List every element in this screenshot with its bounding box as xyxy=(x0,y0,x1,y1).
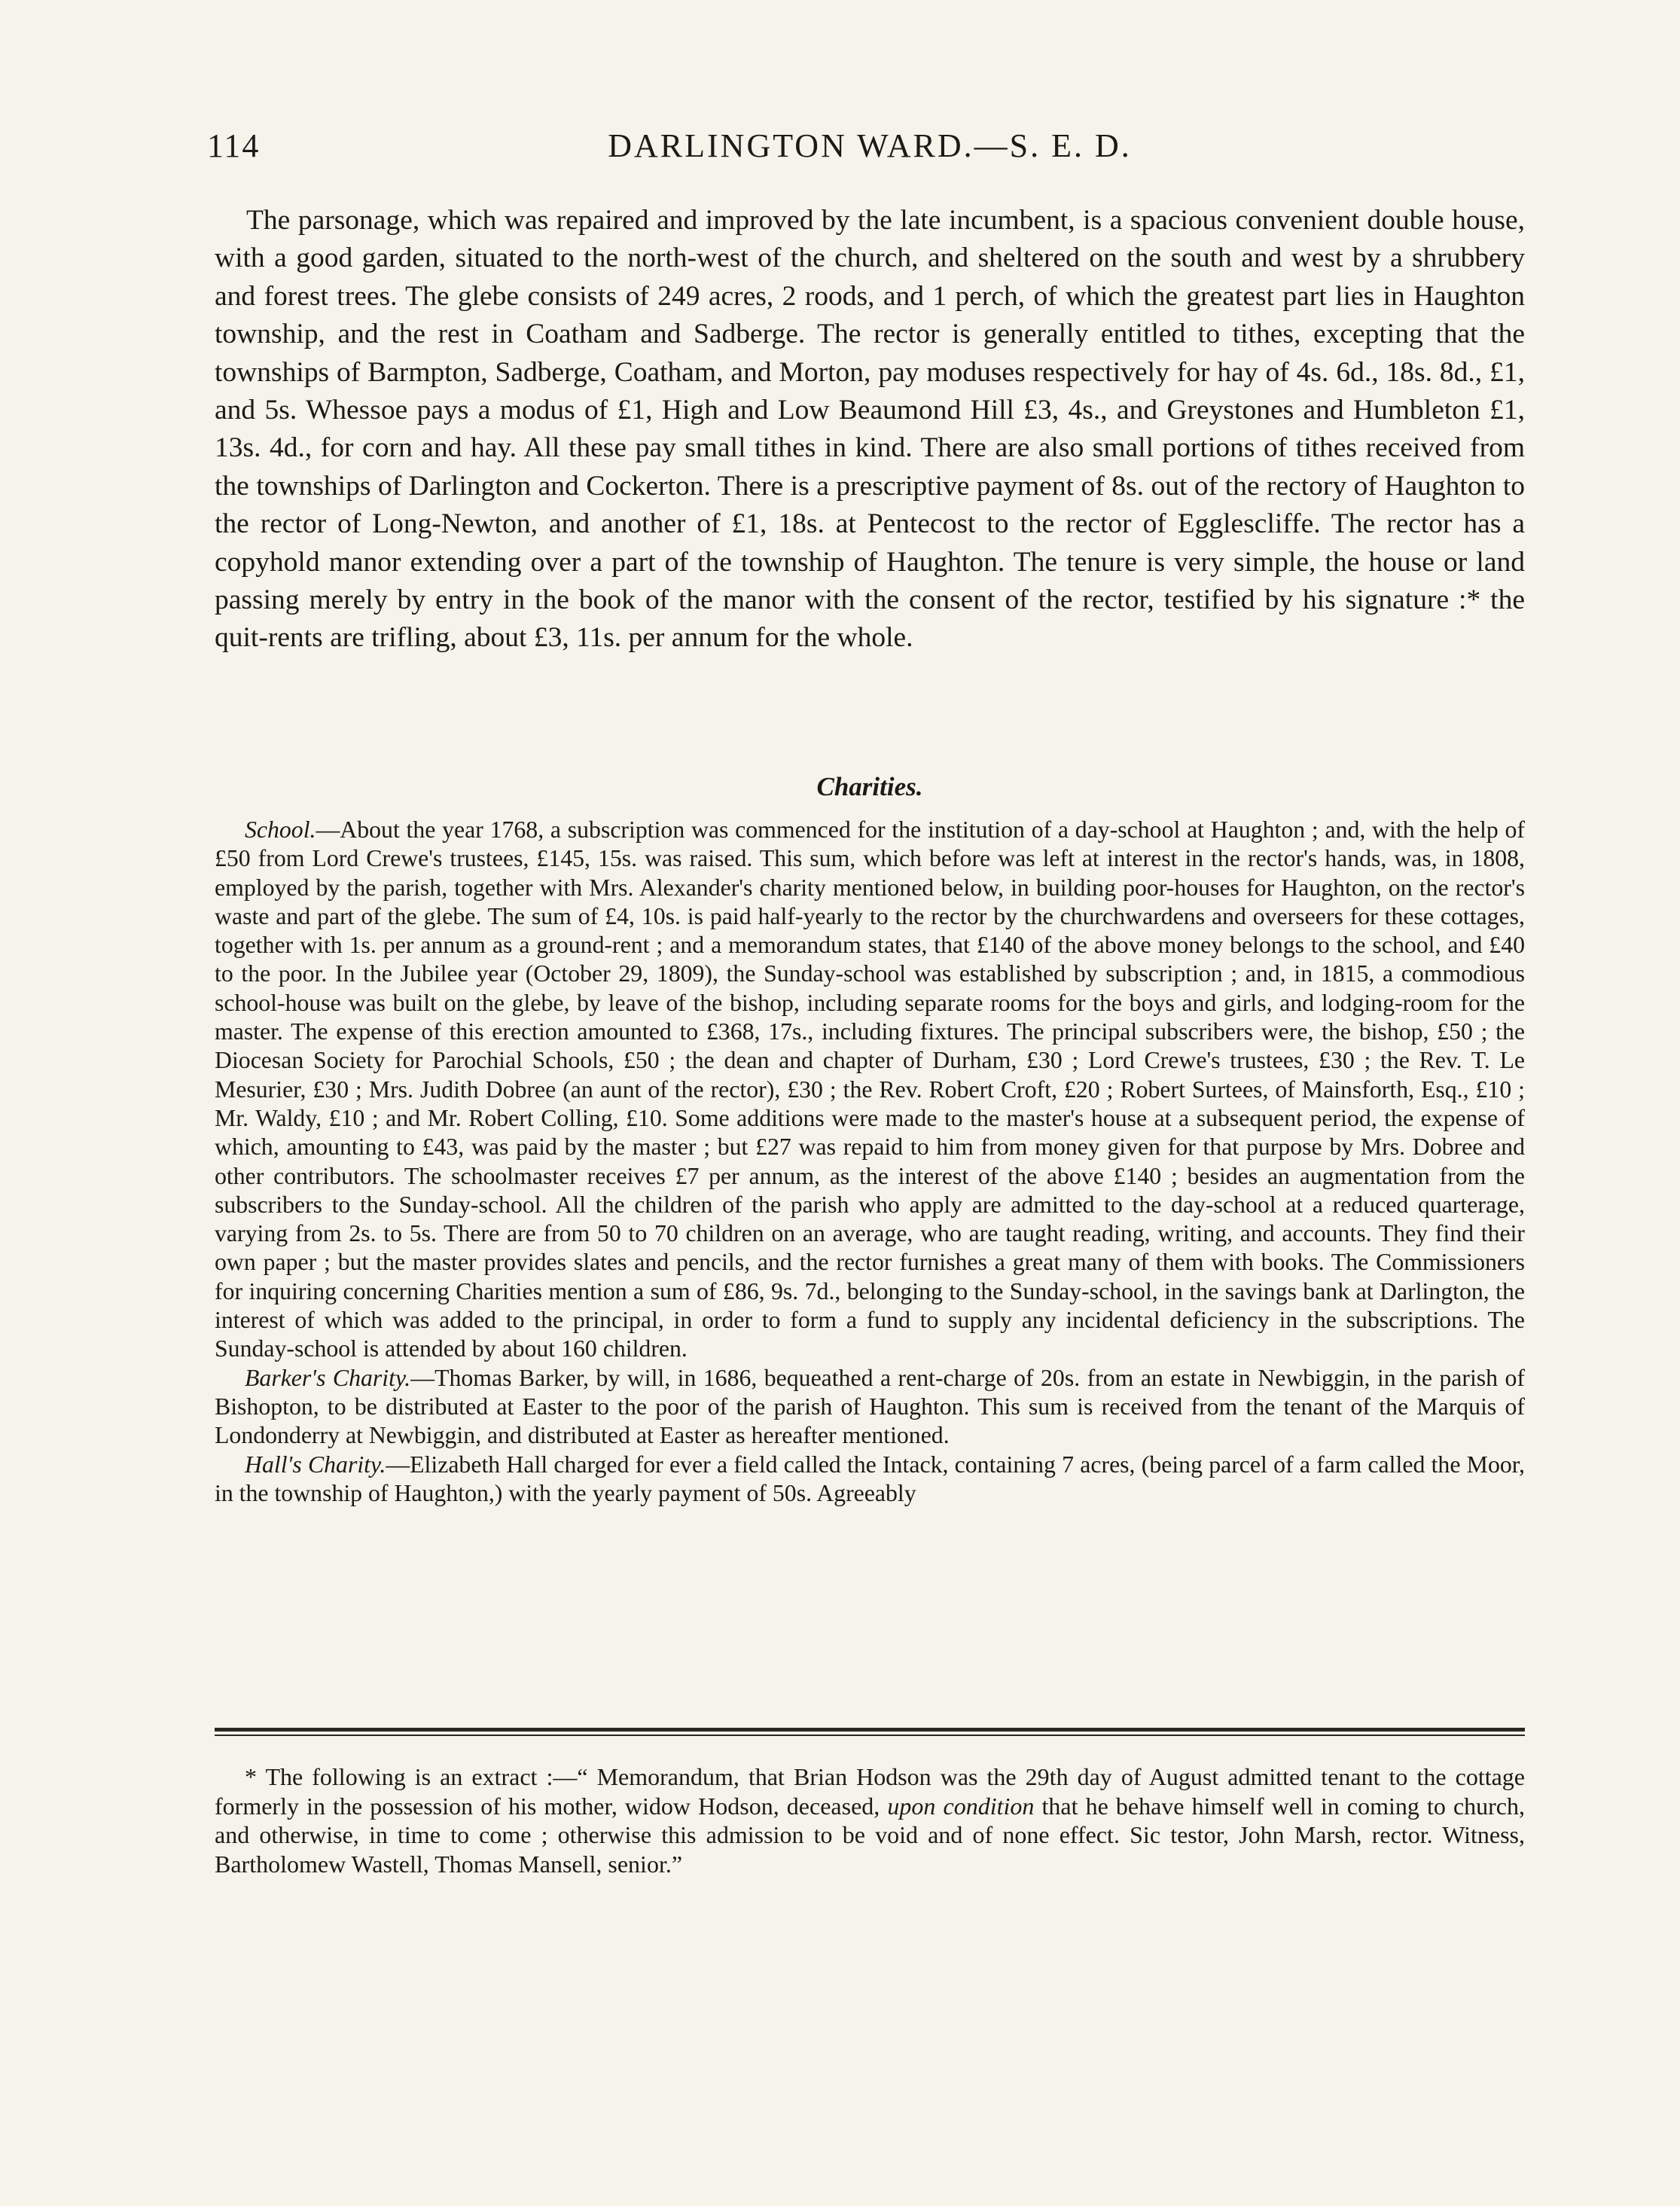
school-text: —About the year 1768, a subscription was commenced for the institution of a day-school at Haughton ; and, with the help of £50 from Lord Crewe's trustees, £145, 15s. was raised. This sum, which before was left at interest in the rector's hands, was, in 1808, employed by the parish, together with Mrs. Alexander's charity mentioned below, in building poor-houses for Haughton, on the rector's waste and part of the glebe. The sum of £4, 10s. is paid half-yearly to the rector by the churchwardens and overseers for these cottages, together with 1s. per annum as a ground-rent ; and a memorandum states, that £140 of the above money belongs to the school, and £40 to the poor. In the Jubilee year (October 29, 1809), the Sunday-school was established by subscription ; and, in 1815, a commodious school-house was built on the glebe, by leave of the bishop, including separate rooms for the boys and girls, and lodging-room for the master. The expense of this erection amounted to £368, 17s., including fixtures. The principal subscribers were, the bishop, £50 ; the Diocesan Society for Parochial Schools, £50 ; the dean and chapter of Durham, £30 ; Lord Crewe's trustees, £30 ; the Rev. T. Le Mesurier, £30 ; Mrs. Judith Dobree (an aunt of the rector), £30 ; the Rev. Robert Croft, £20 ; Robert Surtees, of Mainsforth, Esq., £10 ; Mr. Waldy, £10 ; and Mr. Robert Colling, £10. Some additions were made to the master's house at a subsequent period, the expense of which, amounting to £43, was paid by the master ; but £27 was repaid to him from money given for that purpose by Mrs. Dobree and other contributors. The schoolmaster receives £7 per annum, as the interest of the above £140 ; besides an augmentation from the subscribers to the Sunday-school. All the children of the parish who apply are admitted to the day-school at a reduced quarterage, varying from 2s. to 5s. There are from 50 to 70 children on an average, who are taught reading, writing, and accounts. They find their own paper ; but the master provides slates and pencils, and the rector furnishes a great many of them with books. The Commissioners for inquiring concerning Charities mention a sum of £86, 9s. 7d., belonging to the Sunday-school, in the savings bank at Darlington, the interest of which was added to the principal, in order to form a fund to supply any incidental deficiency in the subscriptions. The Sunday-school is attended by about 160 children. xyxy=(215,816,1525,1362)
school-lead: School. xyxy=(245,816,316,843)
hall-text: —Elizabeth Hall charged for ever a field called the Intack, containing 7 acres, (being parcel of a farm called the Moor, in the township of Haughton,) with the yearly payment of 50s. Agreeably xyxy=(215,1451,1526,1506)
charities-section xyxy=(215,816,1525,1508)
footnote-divider-thin xyxy=(215,1735,1525,1736)
hall-lead: Hall's Charity. xyxy=(245,1451,386,1478)
barker-lead: Barker's Charity. xyxy=(245,1364,411,1391)
charities-heading: Charities. xyxy=(816,772,923,801)
barker-paragraph xyxy=(215,1364,1525,1451)
footnote-divider-thick xyxy=(215,1728,1525,1732)
hall-paragraph xyxy=(215,1451,1525,1509)
footnote xyxy=(215,1762,1525,1878)
running-head: DARLINGTON WARD.—S. E. D. xyxy=(608,127,1132,164)
school-paragraph xyxy=(215,816,1525,1364)
footnote-emphasis: upon condition xyxy=(887,1792,1035,1820)
barker-text: —Thomas Barker, by will, in 1686, bequeathed a rent-charge of 20s. from an estate in Newbiggin, in the parish of Bishopton, to be distributed at Easter to the poor of the parish of Haughton. This sum is received from the tenant of the Marquis of Londonderry at Newbiggin, and distributed at Easter as hereafter mentioned. xyxy=(215,1364,1525,1449)
page-header xyxy=(207,127,1532,172)
parsonage-paragraph: The parsonage, which was repaired and improved by the late incumbent, is a spacious convenient double house, with a good garden, situated to the north-west of the church, and sheltered on the south and west by a shrubbery and forest trees. The glebe consists of 249 acres, 2 roods, and 1 perch, of which the greatest part lies in Haughton township, and the rest in Coatham and Sadberge. The rector is generally entitled to tithes, excepting that the townships of Barmpton, Sadberge, Coatham, and Morton, pay moduses respectively for hay of 4s. 6d., 18s. 8d., £1, and 5s. Whessoe pays a modus of £1, High and Low Beaumond Hill £3, 4s., and Greystones and Humbleton £1, 13s. 4d., for corn and hay. All these pay small tithes in kind. There are also small portions of tithes received from the townships of Darlington and Cockerton. There is a prescriptive payment of 8s. out of the rectory of Haughton to the rector of Long-Newton, and another of £1, 18s. at Pentecost to the rector of Egglescliffe. The rector has a copyhold manor extending over a part of the township of Haughton. The tenure is very simple, the house or land passing merely by entry in the book of the manor with the consent of the rector, testified by his signature :* the quit-rents are trifling, about £3, 11s. per annum for the whole. xyxy=(215,205,1525,654)
page-number: 114 xyxy=(207,127,261,164)
footnote-text-start: * The following is an extract :—“ Memorandum, that Brian Hodson was the 29th day of August admitted tenant to the cottage formerly in the possession of his mother, widow Hodson, deceased, xyxy=(215,1763,1525,1820)
footnote-text-end: that he behave himself well in coming to church, and otherwise, in time to come ; otherwise this admission to be void and of none effect. Sic testor, John Marsh, rector. Witness, Bartholomew Wastell, Thomas Mansell, senior.” xyxy=(215,1792,1526,1878)
